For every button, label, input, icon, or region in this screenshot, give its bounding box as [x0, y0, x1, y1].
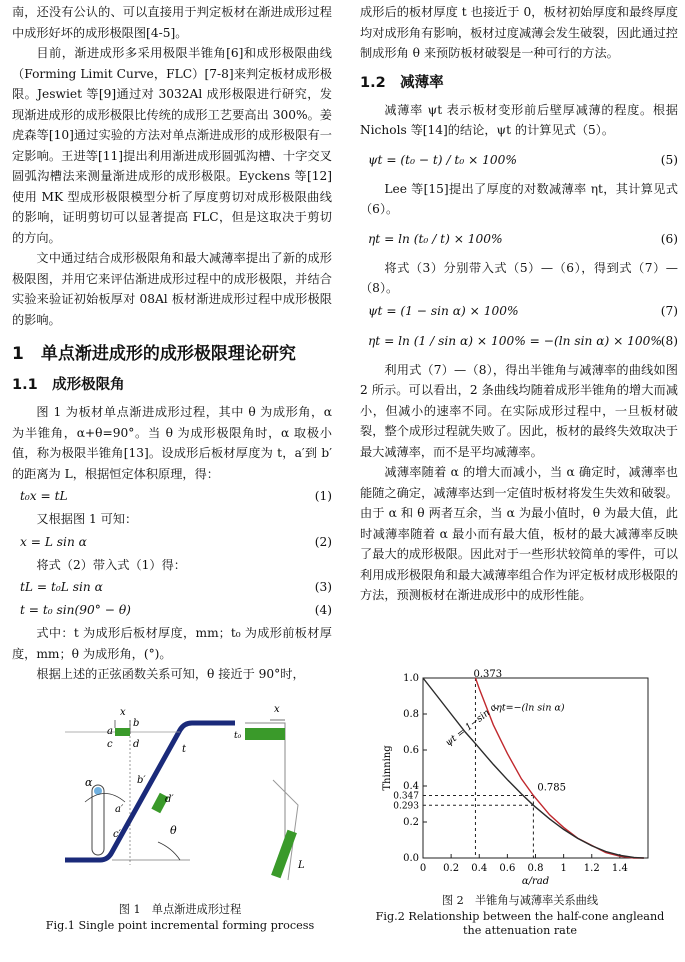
equation: tL = t₀L sin α (3): [20, 580, 332, 594]
svg-text:c′: c′: [113, 829, 121, 840]
figure-caption-en: Fig.2 Relationship between the half-cone angleand: [375, 910, 665, 923]
green-segment: [271, 830, 297, 879]
x-tick-label: 1.4: [611, 863, 628, 874]
left-column: [12, 0, 332, 685]
equation: ψt = (t₀ − t) / t₀ × 100% (5): [368, 152, 678, 167]
sheet-profile: [65, 723, 235, 860]
y-tick-label: 0.2: [403, 817, 419, 828]
svg-text:t₀: t₀: [234, 731, 242, 741]
y-tick-label: 0.0: [403, 853, 419, 864]
x-tick-label: 0.2: [443, 863, 460, 874]
x-tick-label: 0.6: [499, 863, 516, 874]
x-tick-label: 1: [560, 863, 567, 874]
paragraph: 目前，渐进成形多采用极限半锥角[6]和成形极限曲线（Forming Limit Curve，FLC）[7-8]来判定板材成形极限。Jeswiet 等[9]通过对 3032Al 成形极限进行研究，发现渐进成形的成形极限比传统的成形工艺要高出 300%。姜虎森等[10]通过实验的方法对单点渐进成形的成形极限有一定影响。王进等[11]提出利用渐进成形圆弧沟槽、十字交叉圆弧沟槽法来测量渐进成形的成形极限。Eyckens 等[12]使用 MK 型成形极限模型分析了厚度剪切对成形极限曲线的影响，证明剪切可以显著提高 FLC，但是这取决于剪切的方向。: [12, 46, 332, 245]
right-column: [360, 0, 678, 606]
paragraph: 成形后的板材厚度 t 也接近于 0，板材初始厚度和最终厚度均对成形角有影响，板材过度减薄会发生破裂，因此通过控制成形角 θ 来预防板材破裂是一种可行的方法。: [360, 5, 678, 60]
paragraph: 南，还没有公认的、可以直接用于判定板材在渐进成形过程中成形好坏的成形极限图[4-5]。: [12, 5, 332, 40]
paragraph: 利用式（7）—（8），得出半锥角与减薄率的曲线如图 2 所示。可以看出，2 条曲线均随着成形半锥角的增大而减小，但减小的速率不同。在实际成形过程中，一旦板材破裂，整个成形过程就失败了。因此，板材的最终失效取决于最大减薄率，而不是平均减薄率。: [360, 362, 678, 459]
svg-text:b: b: [133, 718, 140, 729]
equation: t = t₀ sin(90° − θ) (4): [20, 603, 332, 617]
figure-caption-cn: 图 2 半锥角与减薄率关系曲线: [441, 894, 599, 907]
y-axis-label: Thinning: [382, 745, 393, 791]
annotation: 0.785: [537, 782, 567, 794]
svg-text:α: α: [85, 776, 93, 789]
paragraph: 又根据图 1 可知：: [36, 512, 138, 526]
equation: ηt = ln (t₀ / t) × 100% (6): [368, 231, 678, 246]
figure-caption-en: Fig.1 Single point incremental forming process: [45, 919, 315, 932]
paragraph: 文中通过结合成形极限角和最大减薄率提出了新的成形极限图，并用它来评估渐进成形过程中的成形极限，并结合实验来验证初始板厚对 08Al 板材渐进成形过程中成形极限的影响。: [12, 251, 332, 327]
thinning-chart: [378, 668, 668, 888]
svg-text:t: t: [182, 744, 187, 755]
forming-process-diagram: [30, 690, 330, 905]
figure-1: [30, 690, 330, 935]
x-tick-label: 1.2: [583, 863, 600, 874]
paragraph: 将式（3）分别带入式（5）—（6），得到式（7）—（8）。: [360, 260, 678, 295]
green-segment: [115, 728, 130, 736]
figure-2-chart: [378, 668, 668, 888]
paragraph: 式中：t 为成形后板材厚度，mm；t₀ 为成形前板材厚度，mm；θ 为成形角，(°)。: [12, 626, 332, 661]
svg-text:b′: b′: [137, 775, 146, 786]
subsection-heading: 1.1 成形极限角: [12, 377, 125, 393]
x-tick-label: 0: [419, 863, 427, 874]
svg-text:L: L: [298, 860, 305, 871]
equation: t₀x = tL (1): [20, 489, 332, 503]
equation: ηt = ln (1 / sin α) × 100% = −(ln sin α) × 100% (8): [368, 333, 678, 348]
section-heading: 1 单点渐进成形的成形极限理论研究: [12, 344, 296, 364]
y-tick-label: 1.0: [403, 673, 419, 684]
x-axis-label: α/rad: [521, 876, 550, 887]
svg-text:d: d: [133, 739, 140, 750]
y-tick-label: 0.8: [403, 709, 419, 720]
paragraph: 减薄率 ψt 表示板材变形前后壁厚减薄的程度。根据 Nichols 等[14]的结论，ψt 的计算见式（5）。: [360, 102, 678, 137]
annotation: 0.373: [473, 669, 503, 680]
figure-caption-en: the attenuation rate: [463, 924, 577, 937]
svg-text:x: x: [274, 704, 280, 715]
y-tick-label: 0.4: [403, 781, 419, 792]
equation: ψt = (1 − sin α) × 100% (7): [368, 303, 678, 318]
svg-text:a: a: [107, 726, 113, 737]
tool: [92, 785, 104, 855]
svg-text:d′: d′: [165, 794, 174, 805]
paragraph: Lee 等[15]提出了厚度的对数减薄率 ηt，其计算见式（6）。: [360, 181, 678, 216]
figure-caption-cn: 图 1 单点渐进成形过程: [118, 903, 242, 916]
svg-text:θ: θ: [170, 824, 177, 837]
x-tick-label: 0.8: [527, 863, 544, 874]
paragraph: 图 1 为板材单点渐进成形过程，其中 θ 为成形角，α 为半锥角，α+θ=90°。当 θ 为成形极限角时，α 取极小值，称为极限半锥角[13]。设成形后板材厚度为 t，a′到 b′的距离为 L，根据恒定体积原理，得：: [12, 405, 332, 481]
y-tick-label: 0.6: [403, 745, 419, 756]
subsection-heading: 1.2 减薄率: [360, 74, 444, 91]
green-segment: [245, 728, 285, 740]
y-tick-label: 0.293: [393, 801, 419, 812]
y-tick-label: 0.347: [393, 791, 419, 802]
svg-text:c: c: [107, 739, 113, 750]
series-label: ψt = 1−sin α: [443, 701, 500, 749]
paragraph: 根据上述的正弦函数关系可知，θ 接近于 90°时，: [36, 667, 305, 681]
paragraph: 减薄率随着 α 的增大而减小，当 α 确定时，减薄率也能随之确定，减薄率达到一定值时板材将发生失效和破裂。由于 α 和 θ 两者互余，当 α 为最小值时，θ 为最大值，此时减薄率随着 α 最小而有最大值，板材的最大减薄率反映了最大的成形极限。因此对于一些形状较简单的零件，可以利用成形极限角和最大减薄率组合作为评定板材成形极限的方法，预测板材在渐进成形中的成形性能。: [360, 465, 678, 602]
paragraph: 将式（2）带入式（1）得：: [36, 557, 186, 572]
svg-text:a′: a′: [115, 804, 124, 815]
series-label: ηt=−(ln sin α): [496, 702, 565, 714]
svg-text:x: x: [120, 707, 126, 718]
x-tick-label: 0.4: [471, 863, 488, 874]
equation: x = L sin α (2): [20, 534, 332, 549]
